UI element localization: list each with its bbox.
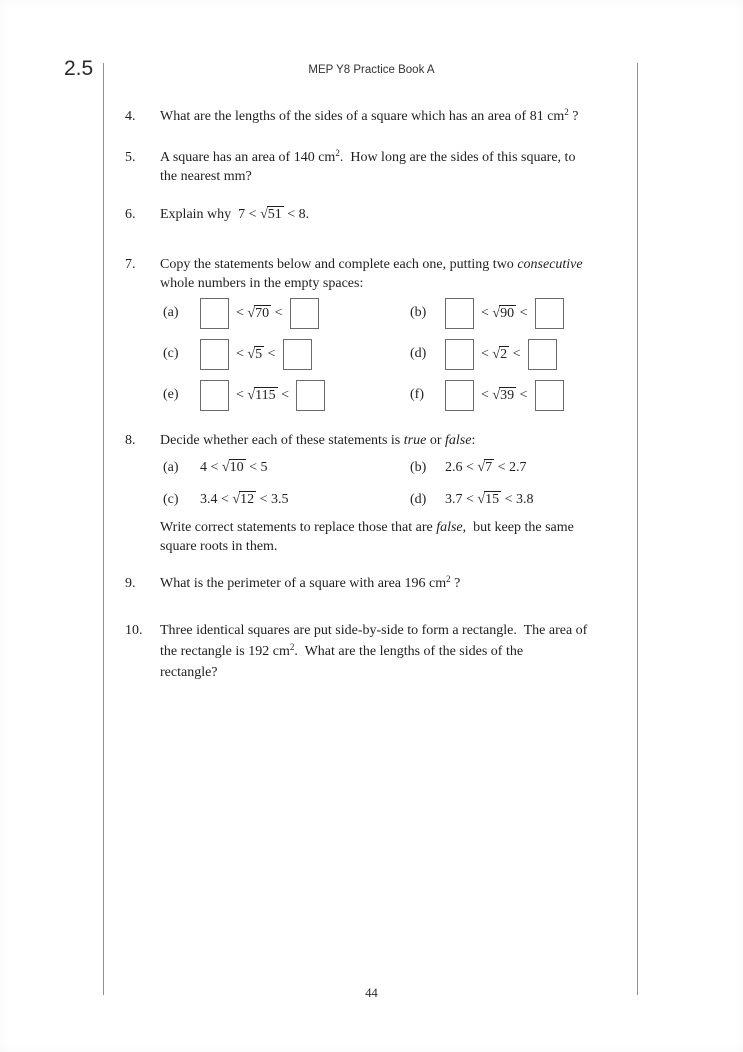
sqrt-radical: √15 (477, 492, 500, 507)
part-label: (d) (410, 492, 427, 507)
part-label: (c) (163, 492, 179, 507)
answer-box (290, 298, 319, 329)
question-7-row-cd (125, 339, 635, 371)
question-5 (125, 148, 635, 186)
answer-box (200, 380, 229, 411)
question-text: A square has an area of 140 $cm^2$. How long are the sides of this square, to the nearest mm? (160, 148, 576, 184)
sqrt-radical: √7 (477, 460, 493, 475)
answer-box (296, 380, 325, 411)
answer-box (535, 298, 564, 329)
question-number: 10. (125, 623, 143, 638)
question-number: 5. (125, 150, 136, 165)
question-8-note (125, 518, 635, 556)
question-8 (125, 431, 635, 450)
section-number: 2.5 (64, 57, 94, 80)
page-number: 44 (365, 986, 378, 1000)
part-label: (f) (410, 387, 424, 402)
question-8-row-cd (125, 488, 635, 514)
statement: < √90 < (445, 298, 564, 329)
sqrt-radical: √115 (247, 387, 276, 403)
statement: < √115 < (200, 380, 325, 411)
question-number: 7. (125, 257, 136, 272)
question-number: 6. (125, 207, 136, 222)
question-text: What is the perimeter of a square with area 196 $cm^2$ ? (160, 574, 461, 591)
statement: 4 < √10 < 5 (200, 460, 268, 475)
statement: < √39 < (445, 380, 564, 411)
question-number: 9. (125, 576, 136, 591)
statement: < √2 < (445, 339, 557, 370)
question-7-row-ab (125, 298, 635, 330)
answer-box (445, 380, 474, 411)
sqrt-radical: √39 (492, 387, 515, 403)
question-text: What are the lengths of the sides of a square which has an area of 81 $cm^2$ ? (160, 107, 579, 124)
question-4 (125, 107, 635, 126)
answer-box (200, 339, 229, 370)
page-header-title: MEP Y8 Practice Book A (308, 64, 435, 76)
question-text: Explain why 7 < √51 < 8. (160, 207, 310, 222)
answer-box (283, 339, 312, 370)
answer-box (528, 339, 557, 370)
sqrt-radical: √51 (260, 207, 282, 222)
sqrt-radical: √90 (492, 305, 515, 321)
sqrt-radical: √12 (232, 492, 255, 507)
statement: 3.7 < √15 < 3.8 (445, 492, 534, 507)
question-number: 4. (125, 109, 136, 124)
left-margin-rule (103, 63, 104, 995)
statement: < √5 < (200, 339, 312, 370)
part-label: (d) (410, 346, 427, 361)
question-number: 8. (125, 433, 136, 448)
question-text: Three identical squares are put side-by-side to form a rectangle. The area of the rectangle is 192 $cm^2$. What are the lengths of the sides of the rectangle? (160, 623, 588, 680)
sqrt-radical: √10 (221, 460, 244, 475)
part-label: (a) (163, 460, 179, 475)
sqrt-radical: √2 (492, 346, 508, 362)
part-label: (a) (163, 305, 179, 320)
question-10 (125, 620, 635, 683)
question-6 (125, 205, 635, 224)
question-7 (125, 255, 635, 293)
statement: < √70 < (200, 298, 319, 329)
statement: 3.4 < √12 < 3.5 (200, 492, 289, 507)
part-label: (c) (163, 346, 179, 361)
answer-box (445, 298, 474, 329)
question-8-row-ab (125, 456, 635, 482)
question-9 (125, 574, 635, 593)
sqrt-radical: √70 (247, 305, 270, 321)
part-label: (e) (163, 387, 179, 402)
statement: 2.6 < √7 < 2.7 (445, 460, 527, 475)
sqrt-radical: √5 (247, 346, 263, 362)
question-text: Decide whether each of these statements is true or false: (160, 433, 476, 448)
part-label: (b) (410, 305, 427, 320)
question-text: Write correct statements to replace those that are false, but keep the same square roots in them. (160, 520, 574, 554)
answer-box (535, 380, 564, 411)
question-7-row-ef (125, 380, 635, 412)
part-label: (b) (410, 460, 427, 475)
answer-box (200, 298, 229, 329)
right-margin-rule (637, 63, 638, 995)
answer-box (445, 339, 474, 370)
question-text: Copy the statements below and complete each one, putting two consecutive whole numbers in the empty spaces: (160, 257, 583, 291)
